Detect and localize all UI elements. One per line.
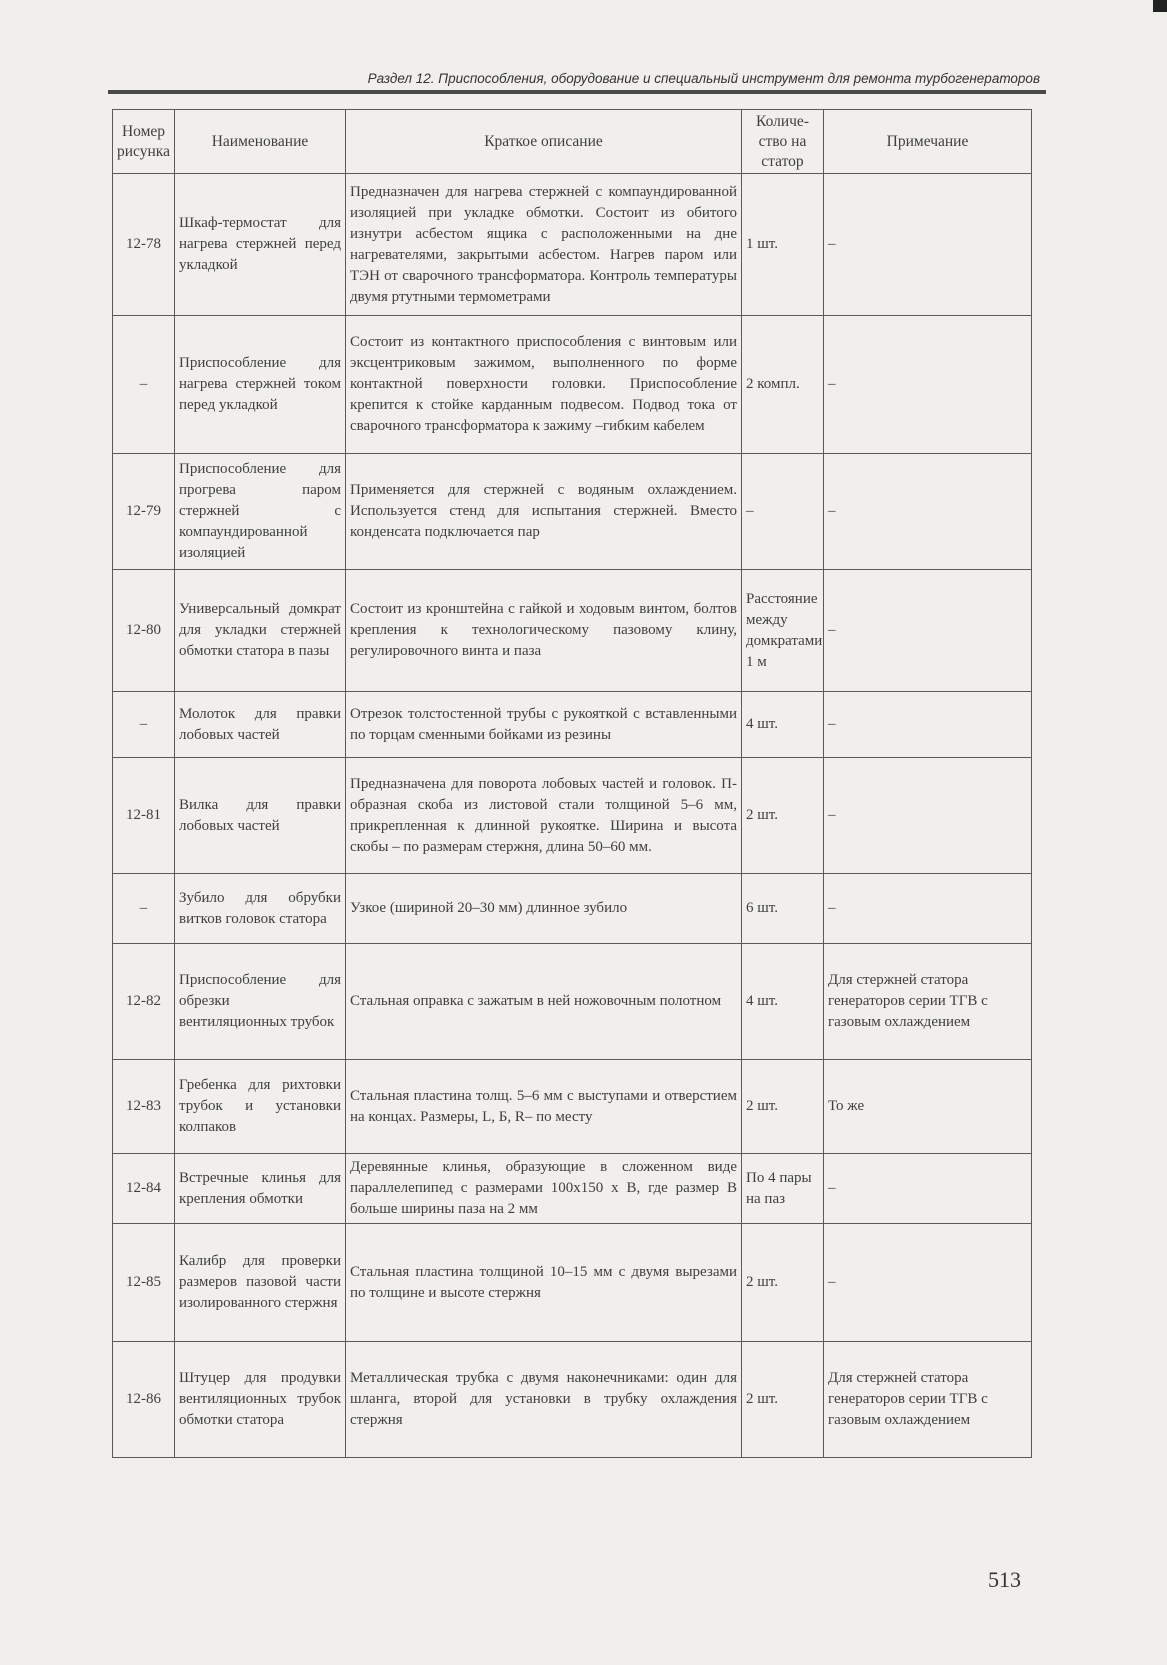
row-name: Зубило для обрубки витков головок статора [175,874,346,944]
row-quantity: Расстояние между домкратами 1 м [742,570,824,692]
row-number: 12-83 [113,1060,175,1154]
row-number: – [113,874,175,944]
row-note: – [824,316,1032,454]
table-row [113,874,1032,944]
row-name: Встречные клинья для крепления обмотки [175,1154,346,1224]
header-rule [108,90,1046,94]
row-number: 12-79 [113,454,175,570]
row-note: То же [824,1060,1032,1154]
page-header: Раздел 12. Приспособления, оборудование и специальный инструмент для ремонта турбогенераторов [367,71,1040,86]
row-quantity: 4 шт. [742,692,824,758]
row-description: Деревянные клинья, образующие в сложенном виде параллелепипед с размерами 100x150 x B, где размер B больше ширины паза на 2 мм [346,1154,742,1224]
table-header-row [113,110,1032,174]
row-note: – [824,174,1032,316]
row-quantity: 2 компл. [742,316,824,454]
row-name: Шкаф-термостат для нагрева стержней перед укладкой [175,174,346,316]
row-description: Применяется для стержней с водяным охлаждением. Используется стенд для испытания стержней. Вместо конденсата подключается пар [346,454,742,570]
row-description: Состоит из кронштейна с гайкой и ходовым винтом, болтов крепления к технологическому пазовому клину, регулировочного винта и паза [346,570,742,692]
row-description: Предназначена для поворота лобовых частей и головок. П-образная скоба из листовой стали толщиной 5–6 мм, прикрепленная к длинной рукоятке. Ширина и высота скобы – по размерам стержня, длина 50–60 мм. [346,758,742,874]
row-description: Стальная пластина толщиной 10–15 мм с двумя вырезами по толщине и высоте стержня [346,1224,742,1342]
row-description: Узкое (шириной 20–30 мм) длинное зубило [346,874,742,944]
row-number: 12-81 [113,758,175,874]
scan-corner-mark [1153,0,1167,12]
row-quantity: – [742,454,824,570]
row-name: Приспособление для нагрева стержней током перед укладкой [175,316,346,454]
column-header-description: Краткое описание [346,110,742,174]
row-description: Предназначен для нагрева стержней с компаундированной изоляцией при укладке обмотки. Состоит из обитого изнутри асбестом ящика с расположенными на дне нагревателями, закрытыми асбестом. Нагрев паром или ТЭН от сварочного трансформатора. Контроль температуры двумя ртутными термометрами [346,174,742,316]
row-number: 12-80 [113,570,175,692]
table-row [113,1154,1032,1224]
row-note: – [824,454,1032,570]
table-row [113,1342,1032,1458]
row-number: 12-82 [113,944,175,1060]
row-name: Приспособление для прогрева паром стержней с компаундированной изоляцией [175,454,346,570]
row-note: Для стержней статора генераторов серии ТГВ с газовым охлаждением [824,1342,1032,1458]
row-note: – [824,1154,1032,1224]
table-row [113,692,1032,758]
row-description: Металлическая трубка с двумя наконечниками: один для шланга, второй для установки в трубку охлаждения стержня [346,1342,742,1458]
row-quantity: 2 шт. [742,1060,824,1154]
column-header-quantity: Количе-ство на статор [742,110,824,174]
row-number: 12-85 [113,1224,175,1342]
row-note: – [824,1224,1032,1342]
row-note: – [824,874,1032,944]
column-header-note: Примечание [824,110,1032,174]
row-note: Для стержней статора генераторов серии ТГВ с газовым охлаждением [824,944,1032,1060]
column-header-name: Наименование [175,110,346,174]
table-row [113,944,1032,1060]
row-quantity: 2 шт. [742,1342,824,1458]
row-description: Состоит из контактного приспособления с винтовым или эксцентриковым зажимом, выполненного по форме контактной поверхности головки. Приспособление крепится к стойке карданным подвесом. Подвод тока от сварочного трансформатора к зажиму –гибким кабелем [346,316,742,454]
row-number: – [113,692,175,758]
table-row [113,174,1032,316]
row-number: 12-86 [113,1342,175,1458]
row-note: – [824,570,1032,692]
table-row [113,316,1032,454]
page-number: 513 [988,1567,1021,1592]
row-note: – [824,758,1032,874]
row-quantity: 4 шт. [742,944,824,1060]
row-quantity: 2 шт. [742,1224,824,1342]
row-number: 12-84 [113,1154,175,1224]
row-quantity: По 4 пары на паз [742,1154,824,1224]
row-name: Калибр для проверки размеров пазовой части изолированного стержня [175,1224,346,1342]
equipment-table [112,109,1032,1458]
table-row [113,758,1032,874]
row-name: Гребенка для рихтовки трубок и установки колпаков [175,1060,346,1154]
table-row [113,1060,1032,1154]
row-name: Штуцер для продувки вентиляционных трубок обмотки статора [175,1342,346,1458]
row-name: Молоток для правки лобовых частей [175,692,346,758]
table-row [113,454,1032,570]
row-description: Стальная пластина толщ. 5–6 мм с выступами и отверстием на концах. Размеры, L, Б, R– по месту [346,1060,742,1154]
row-quantity: 2 шт. [742,758,824,874]
row-quantity: 6 шт. [742,874,824,944]
row-number: – [113,316,175,454]
column-header-number: Номер рисунка [113,110,175,174]
row-number: 12-78 [113,174,175,316]
row-quantity: 1 шт. [742,174,824,316]
row-name: Вилка для правки лобовых частей [175,758,346,874]
row-name: Универсальный домкрат для укладки стержней обмотки статора в пазы [175,570,346,692]
table-row [113,1224,1032,1342]
table-row [113,570,1032,692]
row-name: Приспособление для обрезки вентиляционных трубок [175,944,346,1060]
row-description: Стальная оправка с зажатым в ней ножовочным полотном [346,944,742,1060]
row-description: Отрезок толстостенной трубы с рукояткой с вставленными по торцам сменными бойками из резины [346,692,742,758]
row-note: – [824,692,1032,758]
